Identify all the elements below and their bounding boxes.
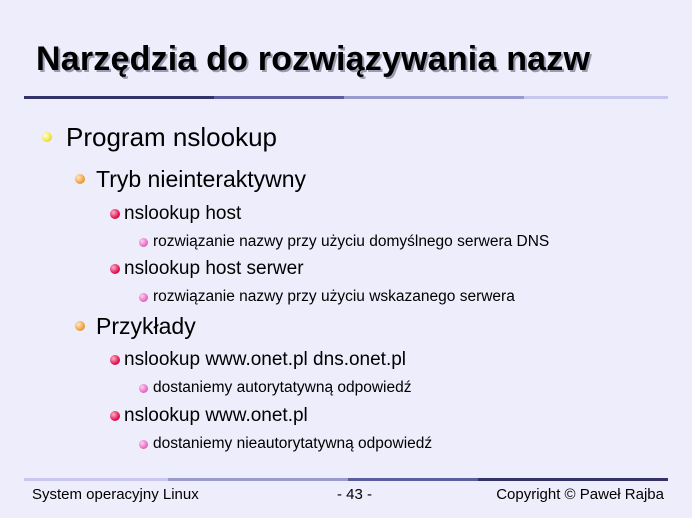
list-item — [139, 378, 411, 398]
footer-left: System operacyjny Linux — [32, 486, 199, 503]
bullet-icon — [139, 440, 148, 449]
bullet-icon — [110, 209, 120, 219]
list-item-text: nslookup host serwer — [124, 258, 304, 279]
list-item-text: dostaniemy autorytatywną odpowiedź — [153, 379, 412, 396]
list-item — [110, 256, 304, 282]
list-item — [110, 403, 308, 429]
list-item-text: nslookup www.onet.pl — [124, 405, 308, 426]
bullet-icon — [42, 132, 52, 142]
page-number: - 43 - — [337, 486, 373, 503]
bullet-icon — [75, 174, 85, 184]
bullet-icon — [139, 293, 148, 302]
list-item-text: rozwiązanie nazwy przy użyciu domyślnego serwera DNS — [153, 233, 550, 250]
list-item-text: Program nslookup — [66, 121, 277, 152]
list-item-text: Tryb nieinteraktywny — [96, 165, 307, 192]
list-item — [139, 434, 432, 454]
slide-title: Narzędzia do rozwiązywania nazw — [36, 40, 591, 78]
list-item — [110, 347, 406, 373]
list-item — [110, 201, 241, 227]
footer-divider — [24, 478, 668, 481]
bullet-icon — [110, 264, 120, 274]
list-item — [139, 287, 515, 307]
bullet-icon — [110, 411, 120, 421]
list-item-text: nslookup host — [124, 203, 242, 224]
list-item — [75, 164, 306, 194]
list-item-text: Przykłady — [96, 312, 196, 339]
list-item-text: dostaniemy nieautorytatywną odpowiedź — [153, 435, 433, 452]
list-item — [75, 311, 196, 341]
list-item-text: nslookup www.onet.pl dns.onet.pl — [124, 349, 407, 370]
list-item — [42, 120, 277, 154]
bullet-icon — [110, 355, 120, 365]
footer-copyright: Copyright © Paweł Rajba — [496, 486, 664, 503]
list-item — [139, 232, 549, 252]
bullet-icon — [139, 384, 148, 393]
bullet-icon — [75, 321, 85, 331]
list-item-text: rozwiązanie nazwy przy użyciu wskazanego serwera — [153, 288, 515, 305]
bullet-icon — [139, 238, 148, 247]
title-divider — [24, 96, 668, 99]
